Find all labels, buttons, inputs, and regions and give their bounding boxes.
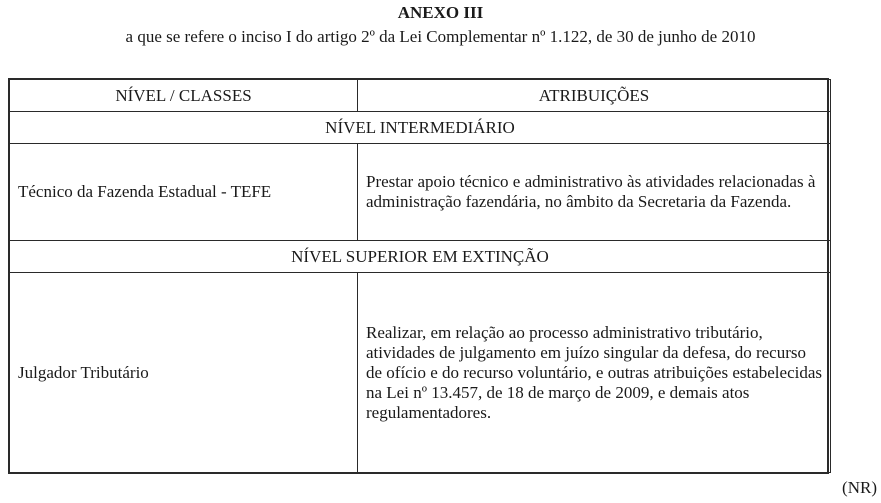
section-row-intermediario (10, 112, 831, 144)
nr-mark: (NR) (842, 478, 877, 497)
annex-subtitle: a que se refere o inciso I do artigo 2º da Lei Complementar nº 1.122, de 30 de junho de 2010 (125, 27, 756, 46)
table-row (10, 273, 831, 473)
table-row (10, 144, 831, 241)
atribuicoes-cell: Prestar apoio técnico e administrativo às atividades relacionadas à administração fazendária, no âmbito da Secretaria da Fazenda. (358, 144, 831, 241)
atribuicoes-cell: Realizar, em relação ao processo administrativo tributário, atividades de julgamento em juízo singular da defesa, do recurso de ofício e do recurso voluntário, e outras atribuições estabelecidas na Lei nº 13.457, de 18 de março de 2009, e demais atos regulamentadores. (358, 273, 831, 473)
section-row-superior (10, 241, 831, 273)
classe-cell: Técnico da Fazenda Estadual - TEFE (10, 144, 358, 241)
annex-title: ANEXO III (397, 3, 484, 22)
table-header-row (10, 80, 831, 112)
section-heading: NÍVEL SUPERIOR EM EXTINÇÃO (10, 241, 831, 273)
classe-cell: Julgador Tributário (10, 273, 358, 473)
header-nivel-classes: NÍVEL / CLASSES (10, 80, 358, 112)
header-atribuicoes: ATRIBUIÇÕES (358, 80, 831, 112)
section-heading: NÍVEL INTERMEDIÁRIO (10, 112, 831, 144)
annex-table (9, 79, 831, 473)
